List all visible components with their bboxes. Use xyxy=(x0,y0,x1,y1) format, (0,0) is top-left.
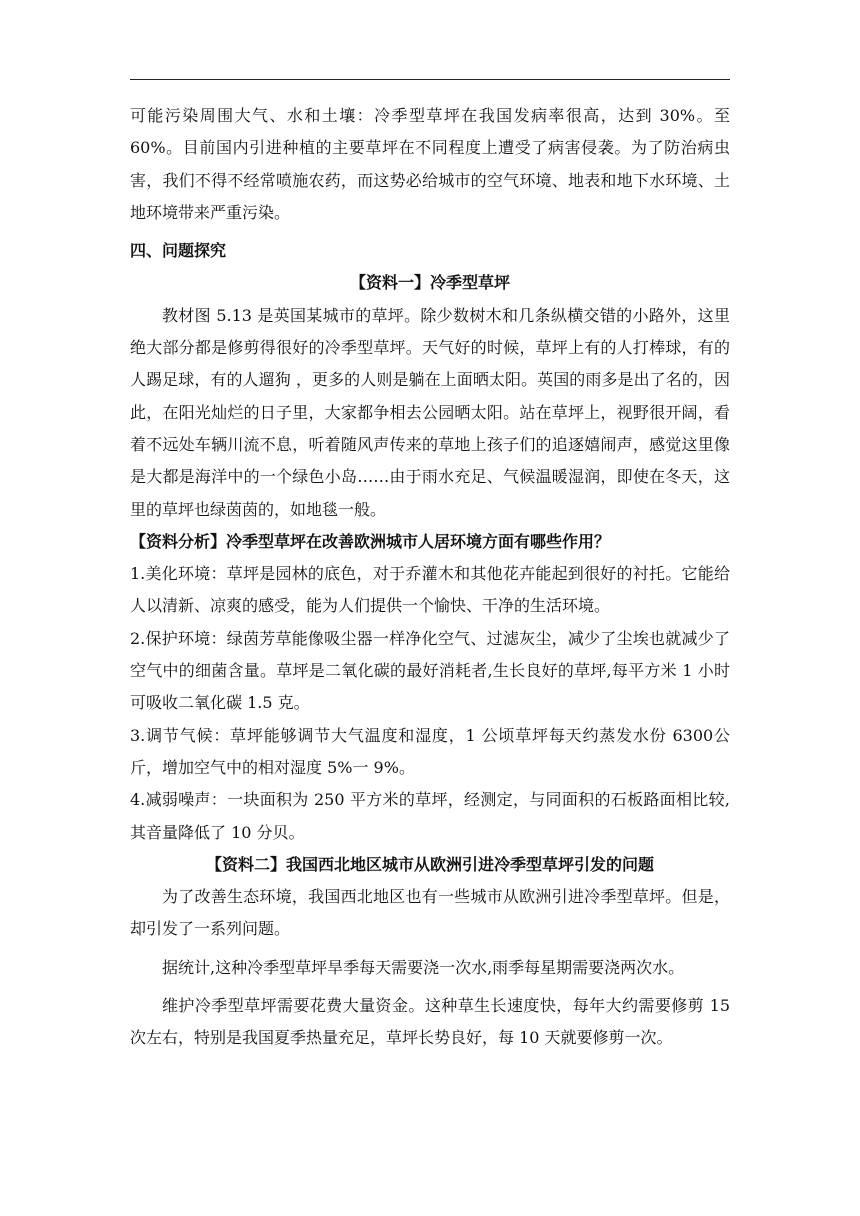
material1-body: 教材图 5.13 是英国某城市的草坪。除少数树木和几条纵横交错的小路外，这里绝大部分都是修剪得很好的冷季型草坪。天气好的时候，草坪上有的人打棒球，有的人踢足球，有的人遛狗 ，更多的人则是躺在上面晒太阳。英国的雨多是出了名的，因此，在阳光灿烂的日子里，大家都争相去公园晒太阳。站在草坪上，视野很开阔，看着不远处车辆川流不息，听着随风声传来的草地上孩子们的追逐嬉闹声，感觉这里像是大都是海洋中的一个绿色小岛……由于雨水充足、气候温暖湿润，即使在冬天，这里的草坪也绿茵茵的，如地毯一般。 xyxy=(130,305,730,519)
material2-paragraph: 据统计,这种冷季型草坪旱季每天需要浇一次水,雨季每星期需要浇两次水。 xyxy=(162,957,685,977)
material2-paragraph: 维护冷季型草坪需要花费大量资金。这种草生长速度快，每年大约需要修剪 15 次左右，特别是我国夏季热量充足，草坪长势良好，每 10 天就要修剪一次。 xyxy=(130,996,730,1048)
analysis-item: 4.减弱噪声：一块面积为 250 平方米的草坪，经测定，与同面积的石板路面相比较,其音量降低了 10 分贝。 xyxy=(130,790,730,842)
analysis-item: 3.调节气候：草坪能够调节大气温度和湿度，1 公顷草坪每天约蒸发水份 6300公斤，增加空气中的相对湿度 5%一 9%。 xyxy=(130,725,730,777)
analysis-label: 【资料分析】 xyxy=(130,531,227,551)
analysis-item: 1.美化环境：草坪是园林的底色，对于乔灌木和其他花卉能起到很好的衬托。它能给人以清新、凉爽的感受，能为人们提供一个愉快、干净的生活环境。 xyxy=(130,564,730,616)
material1-title: 【资料一】冷季型草坪 xyxy=(349,273,510,293)
header-rule xyxy=(130,79,730,80)
analysis-question: 冷季型草坪在改善欧洲城市人居环境方面有哪些作用？ xyxy=(226,531,611,551)
analysis-question-line xyxy=(130,526,730,558)
analysis-item: 2.保护环境：绿茵芳草能像吸尘器一样净化空气、过滤灰尘，减少了尘埃也就减少了空气中的细菌含量。草坪是二氧化碳的最好消耗者,生长良好的草坪,每平方米 1 小时可吸收二氧化碳 1.5 克。 xyxy=(130,628,730,713)
intro-paragraph: 可能污染周围大气、水和土壤：冷季型草坪在我国发病率很高，达到 30%。至 60%。目前国内引进种植的主要草坪在不同程度上遭受了病害侵袭。为了防治病虫害，我们不得不经常喷施农药，而这势必给城市的空气环境、地表和地下水环境、土地环境带来严重污染。 xyxy=(130,106,730,222)
material2-paragraph: 为了改善生态环境，我国西北地区也有一些城市从欧洲引进冷季型草坪。但是，却引发了一系列问题。 xyxy=(130,887,730,939)
page-content xyxy=(130,100,730,1055)
material2-title: 【资料二】我国西北地区城市从欧洲引进冷季型草坪引发的问题 xyxy=(205,854,654,874)
section-heading: 四、问题探究 xyxy=(130,241,227,261)
